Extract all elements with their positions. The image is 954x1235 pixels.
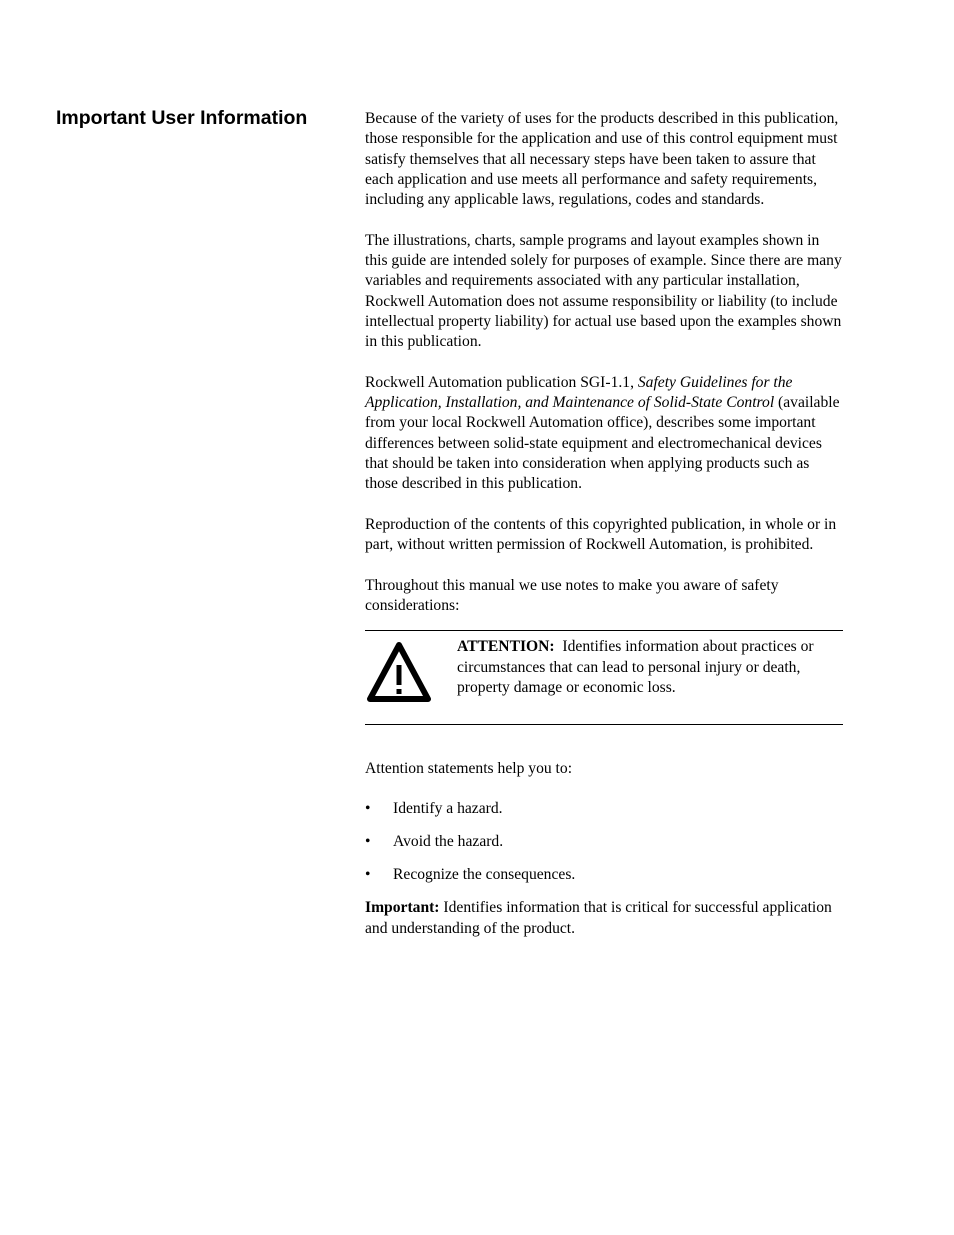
safety-guidelines-title: Safety Guidelines for the Application, Installation, and Maintenance of Solid-State Control [365, 373, 793, 412]
list-item [365, 832, 843, 852]
attention-box [365, 630, 843, 724]
important-note [365, 898, 843, 939]
warning-triangle-icon [365, 637, 457, 711]
paragraph-usage-disclaimer: Because of the variety of uses for the products described in this publication, those responsible for the application and use of this control equipment must satisfy themselves that all necessary steps have been taken to assure that each application and use meets all performance and safety requirements, including any applicable laws, regulations, codes and standards. [365, 110, 839, 209]
attention-text [457, 637, 843, 698]
safety-guidelines-intro: Rockwell Automation publication SGI-1.1, [365, 373, 638, 391]
list-item-text: Recognize the consequences. [393, 866, 576, 884]
body-column [365, 109, 843, 959]
attention-label: ATTENTION: [457, 638, 555, 656]
list-item-text: Identify a hazard. [393, 800, 503, 818]
safety-guidelines-rest: (available from your local Rockwell Automation office), describes some important differences between solid-state equipment and electromechanical devices that should be taken into consideration when applying products such as those described in this publication. [365, 394, 840, 493]
bullet-icon: • [365, 833, 371, 851]
list-item [365, 799, 843, 819]
paragraph-reproduction-notice: Reproduction of the contents of this copyrighted publication, in whole or in part, without written permission of Rockwell Automation, is prohibited. [365, 515, 837, 554]
bullet-icon: • [365, 800, 371, 818]
list-item [365, 865, 843, 885]
list-item-text: Avoid the hazard. [393, 833, 504, 851]
paragraph-safety-guidelines [365, 373, 843, 495]
attention-description: Identifies information about practices or circumstances that can lead to personal injury or death, property damage or economic loss. [457, 638, 814, 697]
paragraph-safety-notes-intro: Throughout this manual we use notes to make you aware of safety considerations: [365, 576, 779, 615]
important-label: Important: [365, 899, 440, 917]
attention-intro: Attention statements help you to: [365, 759, 573, 777]
bullet-icon: • [365, 866, 371, 884]
attention-bullet-list [365, 799, 843, 885]
important-text: Identifies information that is critical for successful application and understanding of the product. [365, 899, 832, 937]
paragraph-examples-disclaimer: The illustrations, charts, sample programs and layout examples shown in this guide are intended solely for purposes of example. Since there are many variables and requirements associated with any particular installation, Rockwell Automation does not assume responsibility or liability (to include intellectual property liability) for actual use based upon the examples shown in this publication. [365, 231, 842, 351]
page-title: Important User Information [56, 107, 308, 129]
